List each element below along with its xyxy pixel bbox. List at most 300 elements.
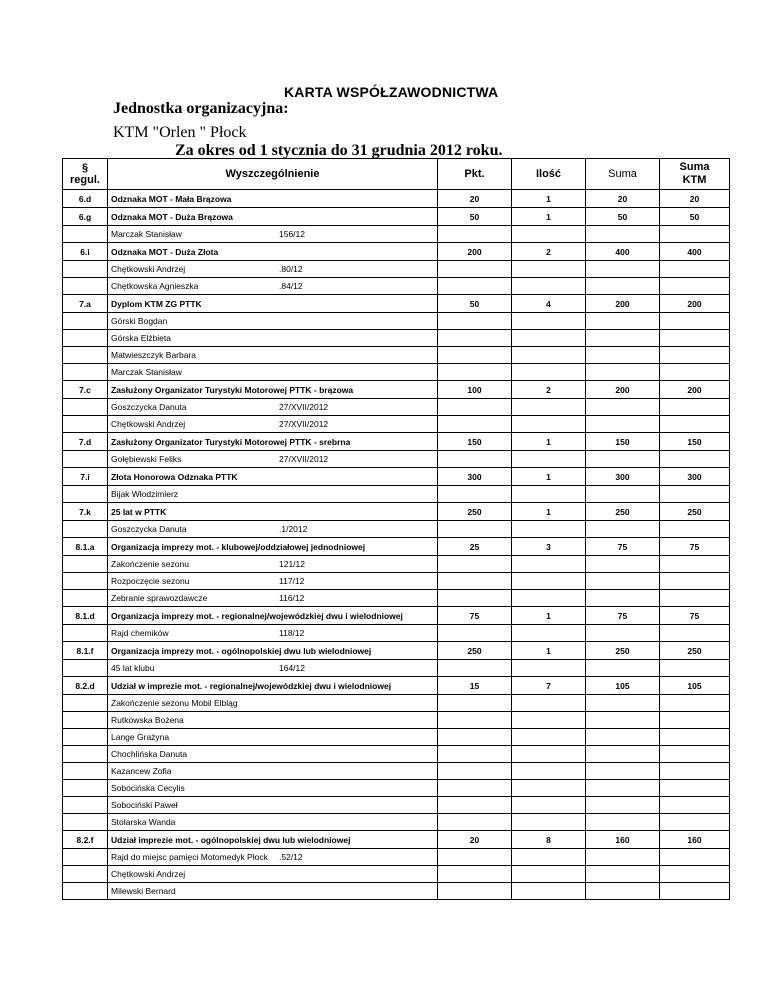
- table-row: [63, 677, 730, 695]
- row-code-empty: [63, 416, 108, 433]
- row-code-empty: [63, 590, 108, 607]
- row-ilosc-empty: [512, 780, 586, 797]
- row-detail: [108, 797, 438, 814]
- detail-name: Chętkowski Andrzej: [111, 869, 186, 879]
- table-subrow: [63, 590, 730, 607]
- row-suma-empty: [586, 695, 660, 712]
- row-code-empty: [63, 313, 108, 330]
- detail-name: Chętkowska Agnieszka: [111, 281, 199, 291]
- row-ilosc-empty: [512, 330, 586, 347]
- row-pkt-empty: [438, 261, 512, 278]
- row-ilosc: 2: [512, 243, 586, 261]
- header-suma-ktm: [660, 159, 730, 190]
- row-suma-empty: [586, 399, 660, 416]
- table-subrow: [63, 313, 730, 330]
- row-pkt-empty: [438, 797, 512, 814]
- row-detail: [108, 590, 438, 607]
- row-suma-ktm-empty: [660, 278, 730, 295]
- row-suma-empty: [586, 883, 660, 900]
- row-pkt-empty: [438, 573, 512, 590]
- row-pkt: 250: [438, 503, 512, 521]
- row-detail: [108, 849, 438, 866]
- table-subrow: [63, 746, 730, 763]
- row-description: Zasłużony Organizator Turystyki Motorowej PTTK - srebrna: [108, 433, 438, 451]
- table-row: [63, 468, 730, 486]
- row-code-empty: [63, 695, 108, 712]
- header-suma: Suma: [586, 159, 660, 190]
- table-row: [63, 831, 730, 849]
- row-suma-ktm-empty: [660, 261, 730, 278]
- detail-name: Marczak Stanisław: [111, 367, 182, 377]
- row-detail: [108, 556, 438, 573]
- row-description: Udział imprezie mot. - ogólnopolskiej dwu lub wielodniowej: [108, 831, 438, 849]
- row-ilosc-empty: [512, 712, 586, 729]
- header-suma-ktm-line2: KTM: [682, 174, 707, 186]
- table-row: [63, 538, 730, 556]
- row-suma-ktm-empty: [660, 763, 730, 780]
- detail-reference: 27/XVII/2012: [279, 419, 329, 429]
- row-pkt: 150: [438, 433, 512, 451]
- row-pkt-empty: [438, 556, 512, 573]
- row-suma-ktm: 150: [660, 433, 730, 451]
- row-ilosc: 8: [512, 831, 586, 849]
- row-detail: [108, 763, 438, 780]
- row-suma-empty: [586, 625, 660, 642]
- detail-reference: .84/12: [279, 281, 303, 291]
- table-body: [63, 190, 730, 900]
- table-subrow: [63, 399, 730, 416]
- row-suma-empty: [586, 660, 660, 677]
- row-description: Odznaka MOT - Duża Złota: [108, 243, 438, 261]
- row-detail: [108, 625, 438, 642]
- document-title: KARTA WSPÓŁZAWODNICTWA: [284, 84, 499, 100]
- row-suma-ktm: 200: [660, 381, 730, 399]
- table-subrow: [63, 763, 730, 780]
- row-code: 7.k: [63, 503, 108, 521]
- detail-name: Chętkowski Andrzej: [111, 264, 186, 274]
- row-ilosc-empty: [512, 883, 586, 900]
- row-description: Odznaka MOT - Duża Brązowa: [108, 208, 438, 226]
- detail-name: Matwieszczyk Barbara: [111, 350, 197, 360]
- row-pkt-empty: [438, 660, 512, 677]
- row-ilosc-empty: [512, 797, 586, 814]
- row-suma-ktm-empty: [660, 746, 730, 763]
- table-subrow: [63, 866, 730, 883]
- row-pkt-empty: [438, 399, 512, 416]
- row-pkt-empty: [438, 814, 512, 831]
- row-ilosc-empty: [512, 695, 586, 712]
- detail-name: Gołębiewski Feliks: [111, 454, 182, 464]
- detail-name: Milewski Bernard: [111, 886, 176, 896]
- table-subrow: [63, 780, 730, 797]
- row-pkt-empty: [438, 521, 512, 538]
- detail-name: Zakończenie sezonu: [111, 559, 189, 569]
- table-subrow: [63, 278, 730, 295]
- row-code-empty: [63, 814, 108, 831]
- row-code-empty: [63, 347, 108, 364]
- detail-name: Rozpoczęcie sezonu: [111, 576, 190, 586]
- row-ilosc-empty: [512, 590, 586, 607]
- table-subrow: [63, 729, 730, 746]
- row-code: 8.1.d: [63, 607, 108, 625]
- table-subrow: [63, 451, 730, 468]
- row-code-empty: [63, 625, 108, 642]
- row-ilosc-empty: [512, 556, 586, 573]
- detail-reference: 116/12: [279, 593, 305, 603]
- row-detail: [108, 278, 438, 295]
- table-subrow: [63, 261, 730, 278]
- row-ilosc: 3: [512, 538, 586, 556]
- row-suma-empty: [586, 451, 660, 468]
- detail-name: Górski Bogdan: [111, 316, 168, 326]
- row-code: 7.a: [63, 295, 108, 313]
- row-suma-empty: [586, 364, 660, 381]
- row-suma: 160: [586, 831, 660, 849]
- row-code-empty: [63, 660, 108, 677]
- table-subrow: [63, 712, 730, 729]
- row-detail: [108, 746, 438, 763]
- row-pkt: 20: [438, 831, 512, 849]
- row-code: 6.g: [63, 208, 108, 226]
- row-suma: 75: [586, 607, 660, 625]
- row-code: 7.c: [63, 381, 108, 399]
- row-suma-empty: [586, 226, 660, 243]
- row-suma-empty: [586, 556, 660, 573]
- row-pkt-empty: [438, 313, 512, 330]
- row-pkt: 100: [438, 381, 512, 399]
- row-code-empty: [63, 486, 108, 503]
- table-subrow: [63, 814, 730, 831]
- header-code-symbol: §: [81, 162, 89, 174]
- row-suma-empty: [586, 866, 660, 883]
- row-code-empty: [63, 261, 108, 278]
- row-pkt-empty: [438, 625, 512, 642]
- header-desc: Wyszczególnienie: [108, 159, 438, 190]
- table-subrow: [63, 849, 730, 866]
- row-pkt-empty: [438, 330, 512, 347]
- row-suma-ktm: 75: [660, 538, 730, 556]
- row-suma: 300: [586, 468, 660, 486]
- detail-name: Rajd chemików: [111, 628, 169, 638]
- row-detail: [108, 347, 438, 364]
- row-suma-empty: [586, 278, 660, 295]
- row-ilosc: 1: [512, 503, 586, 521]
- row-description: Udział w imprezie mot. - regionalnej/wojewódzkiej dwu i wielodniowej: [108, 677, 438, 695]
- row-pkt-empty: [438, 763, 512, 780]
- row-suma-ktm-empty: [660, 814, 730, 831]
- detail-name: Goszczycka Danuta: [111, 524, 187, 534]
- row-pkt-empty: [438, 780, 512, 797]
- row-code-empty: [63, 763, 108, 780]
- row-suma-empty: [586, 814, 660, 831]
- row-pkt: 75: [438, 607, 512, 625]
- row-suma: 20: [586, 190, 660, 208]
- row-suma-ktm-empty: [660, 729, 730, 746]
- table-subrow: [63, 521, 730, 538]
- row-suma-ktm: 250: [660, 642, 730, 660]
- row-description: Złota Honorowa Odznaka PTTK: [108, 468, 438, 486]
- row-suma-empty: [586, 746, 660, 763]
- detail-reference: 117/12: [279, 576, 305, 586]
- detail-reference: 27/XVII/2012: [279, 402, 329, 412]
- row-ilosc-empty: [512, 278, 586, 295]
- row-detail: [108, 399, 438, 416]
- row-pkt-empty: [438, 712, 512, 729]
- table-row: [63, 190, 730, 208]
- detail-name: Goszczycka Danuta: [111, 402, 187, 412]
- row-suma-ktm-empty: [660, 313, 730, 330]
- row-suma: 50: [586, 208, 660, 226]
- row-pkt-empty: [438, 486, 512, 503]
- row-detail: [108, 313, 438, 330]
- row-ilosc: 2: [512, 381, 586, 399]
- row-code-empty: [63, 451, 108, 468]
- row-suma-empty: [586, 849, 660, 866]
- row-code-empty: [63, 866, 108, 883]
- row-suma-ktm: 50: [660, 208, 730, 226]
- row-pkt-empty: [438, 849, 512, 866]
- header-ilosc: Ilość: [512, 159, 586, 190]
- row-detail: [108, 712, 438, 729]
- row-ilosc-empty: [512, 625, 586, 642]
- detail-reference: 118/12: [279, 628, 305, 638]
- row-code: 8.1.a: [63, 538, 108, 556]
- row-ilosc: 1: [512, 190, 586, 208]
- row-suma-ktm: 200: [660, 295, 730, 313]
- row-ilosc-empty: [512, 729, 586, 746]
- row-suma-ktm-empty: [660, 625, 730, 642]
- row-description: 25 lat w PTTK: [108, 503, 438, 521]
- row-code-empty: [63, 278, 108, 295]
- header-code-label: regul.: [70, 174, 100, 186]
- row-suma-ktm-empty: [660, 556, 730, 573]
- row-suma-empty: [586, 416, 660, 433]
- row-ilosc: 1: [512, 607, 586, 625]
- row-pkt-empty: [438, 416, 512, 433]
- row-suma-ktm-empty: [660, 486, 730, 503]
- row-code: 6.d: [63, 190, 108, 208]
- row-suma-empty: [586, 729, 660, 746]
- row-description: Odznaka MOT - Mała Brązowa: [108, 190, 438, 208]
- row-suma-empty: [586, 486, 660, 503]
- row-suma-ktm: 75: [660, 607, 730, 625]
- row-suma-ktm-empty: [660, 451, 730, 468]
- header-code: [63, 159, 108, 190]
- row-code-empty: [63, 226, 108, 243]
- row-suma: 75: [586, 538, 660, 556]
- row-detail: [108, 226, 438, 243]
- row-code-empty: [63, 797, 108, 814]
- row-ilosc: 1: [512, 433, 586, 451]
- row-suma: 105: [586, 677, 660, 695]
- detail-name: 45 lat klubu: [111, 663, 155, 673]
- row-suma-ktm-empty: [660, 521, 730, 538]
- row-suma-ktm-empty: [660, 226, 730, 243]
- period-line: Za okres od 1 stycznia do 31 grudnia 2012 roku.: [175, 142, 503, 159]
- row-pkt-empty: [438, 347, 512, 364]
- detail-reference: 164/12: [279, 663, 305, 673]
- row-detail: [108, 814, 438, 831]
- table-subrow: [63, 573, 730, 590]
- row-suma: 150: [586, 433, 660, 451]
- row-suma: 200: [586, 381, 660, 399]
- row-pkt-empty: [438, 278, 512, 295]
- row-description: Zasłużony Organizator Turystyki Motorowej PTTK - brązowa: [108, 381, 438, 399]
- row-suma-ktm: 20: [660, 190, 730, 208]
- row-pkt: 50: [438, 295, 512, 313]
- detail-name: Chętkowski Andrzej: [111, 419, 186, 429]
- row-pkt-empty: [438, 590, 512, 607]
- row-suma-ktm-empty: [660, 347, 730, 364]
- table-subrow: [63, 347, 730, 364]
- org-label: Jednostka organizacyjna:: [113, 100, 289, 117]
- row-code-empty: [63, 849, 108, 866]
- row-suma: 200: [586, 295, 660, 313]
- header-suma-ktm-line1: Suma: [679, 161, 710, 173]
- row-suma-ktm-empty: [660, 797, 730, 814]
- row-pkt-empty: [438, 451, 512, 468]
- row-ilosc: 4: [512, 295, 586, 313]
- row-code-empty: [63, 712, 108, 729]
- row-ilosc-empty: [512, 573, 586, 590]
- row-suma-ktm-empty: [660, 866, 730, 883]
- table-header-row: [63, 159, 730, 190]
- row-detail: [108, 729, 438, 746]
- row-description: Dyplom KTM ZG PTTK: [108, 295, 438, 313]
- detail-reference: .80/12: [279, 264, 303, 274]
- row-suma-ktm: 400: [660, 243, 730, 261]
- row-code-empty: [63, 521, 108, 538]
- table-subrow: [63, 556, 730, 573]
- row-code-empty: [63, 746, 108, 763]
- row-pkt-empty: [438, 746, 512, 763]
- row-suma-ktm-empty: [660, 780, 730, 797]
- table-subrow: [63, 330, 730, 347]
- row-suma-ktm-empty: [660, 712, 730, 729]
- row-ilosc: 7: [512, 677, 586, 695]
- row-suma-ktm-empty: [660, 399, 730, 416]
- table-subrow: [63, 695, 730, 712]
- row-ilosc-empty: [512, 313, 586, 330]
- row-code-empty: [63, 399, 108, 416]
- row-suma-empty: [586, 261, 660, 278]
- table-row: [63, 295, 730, 313]
- row-suma-ktm: 300: [660, 468, 730, 486]
- row-suma-ktm-empty: [660, 660, 730, 677]
- detail-name: Chochlińska Danuta: [111, 749, 188, 759]
- row-suma-empty: [586, 313, 660, 330]
- detail-reference: 156/12: [279, 229, 305, 239]
- row-suma-ktm: 250: [660, 503, 730, 521]
- row-code-empty: [63, 729, 108, 746]
- row-ilosc-empty: [512, 226, 586, 243]
- row-detail: [108, 883, 438, 900]
- row-suma-empty: [586, 780, 660, 797]
- row-ilosc-empty: [512, 866, 586, 883]
- detail-name: Rajd do miejsc pamięci Motomedyk Płock: [111, 852, 268, 862]
- row-code-empty: [63, 573, 108, 590]
- table-row: [63, 208, 730, 226]
- row-suma-ktm-empty: [660, 330, 730, 347]
- row-ilosc-empty: [512, 261, 586, 278]
- row-code: 7.i: [63, 468, 108, 486]
- row-pkt: 300: [438, 468, 512, 486]
- table-subrow: [63, 625, 730, 642]
- row-ilosc-empty: [512, 660, 586, 677]
- row-detail: [108, 780, 438, 797]
- row-suma-empty: [586, 763, 660, 780]
- row-description: Organizacja imprezy mot. - regionalnej/wojewódzkiej dwu i wielodniowej: [108, 607, 438, 625]
- row-ilosc-empty: [512, 364, 586, 381]
- table-subrow: [63, 364, 730, 381]
- detail-reference: 121/12: [279, 559, 305, 569]
- row-detail: [108, 521, 438, 538]
- row-suma-ktm-empty: [660, 364, 730, 381]
- table-row: [63, 381, 730, 399]
- row-ilosc: 1: [512, 468, 586, 486]
- row-suma: 400: [586, 243, 660, 261]
- detail-name: Sobociński Paweł: [111, 800, 178, 810]
- org-value: KTM "Orlen " Płock: [113, 124, 247, 141]
- detail-reference: .52/12: [279, 852, 303, 862]
- table-row: [63, 433, 730, 451]
- row-suma-empty: [586, 590, 660, 607]
- score-table: [62, 158, 730, 900]
- row-ilosc-empty: [512, 416, 586, 433]
- row-pkt: 250: [438, 642, 512, 660]
- row-detail: [108, 486, 438, 503]
- row-suma-empty: [586, 712, 660, 729]
- table-subrow: [63, 486, 730, 503]
- row-code: 8.2.f: [63, 831, 108, 849]
- row-pkt-empty: [438, 226, 512, 243]
- table-subrow: [63, 226, 730, 243]
- row-detail: [108, 573, 438, 590]
- row-ilosc-empty: [512, 746, 586, 763]
- header-pkt: Pkt.: [438, 159, 512, 190]
- row-pkt: 25: [438, 538, 512, 556]
- row-code: 8.1.f: [63, 642, 108, 660]
- detail-reference: .1/2012: [279, 524, 308, 534]
- row-pkt: 20: [438, 190, 512, 208]
- row-ilosc-empty: [512, 399, 586, 416]
- row-detail: [108, 330, 438, 347]
- detail-name: Marczak Stanisław: [111, 229, 182, 239]
- row-detail: [108, 261, 438, 278]
- detail-name: Kazancew Zofia: [111, 766, 172, 776]
- row-suma-ktm-empty: [660, 573, 730, 590]
- row-ilosc-empty: [512, 486, 586, 503]
- detail-name: Rutkowska Bożena: [111, 715, 184, 725]
- row-suma-empty: [586, 521, 660, 538]
- row-suma-ktm-empty: [660, 695, 730, 712]
- row-suma-ktm-empty: [660, 883, 730, 900]
- row-description: Organizacja imprezy mot. - ogólnopolskiej dwu lub wielodniowej: [108, 642, 438, 660]
- row-detail: [108, 416, 438, 433]
- table-subrow: [63, 883, 730, 900]
- row-ilosc: 1: [512, 642, 586, 660]
- row-pkt: 200: [438, 243, 512, 261]
- row-suma-ktm-empty: [660, 590, 730, 607]
- row-detail: [108, 451, 438, 468]
- row-suma-empty: [586, 797, 660, 814]
- table-row: [63, 503, 730, 521]
- row-suma-empty: [586, 330, 660, 347]
- row-suma-ktm-empty: [660, 849, 730, 866]
- row-detail: [108, 660, 438, 677]
- detail-reference: 27/XVII/2012: [279, 454, 329, 464]
- row-pkt: 50: [438, 208, 512, 226]
